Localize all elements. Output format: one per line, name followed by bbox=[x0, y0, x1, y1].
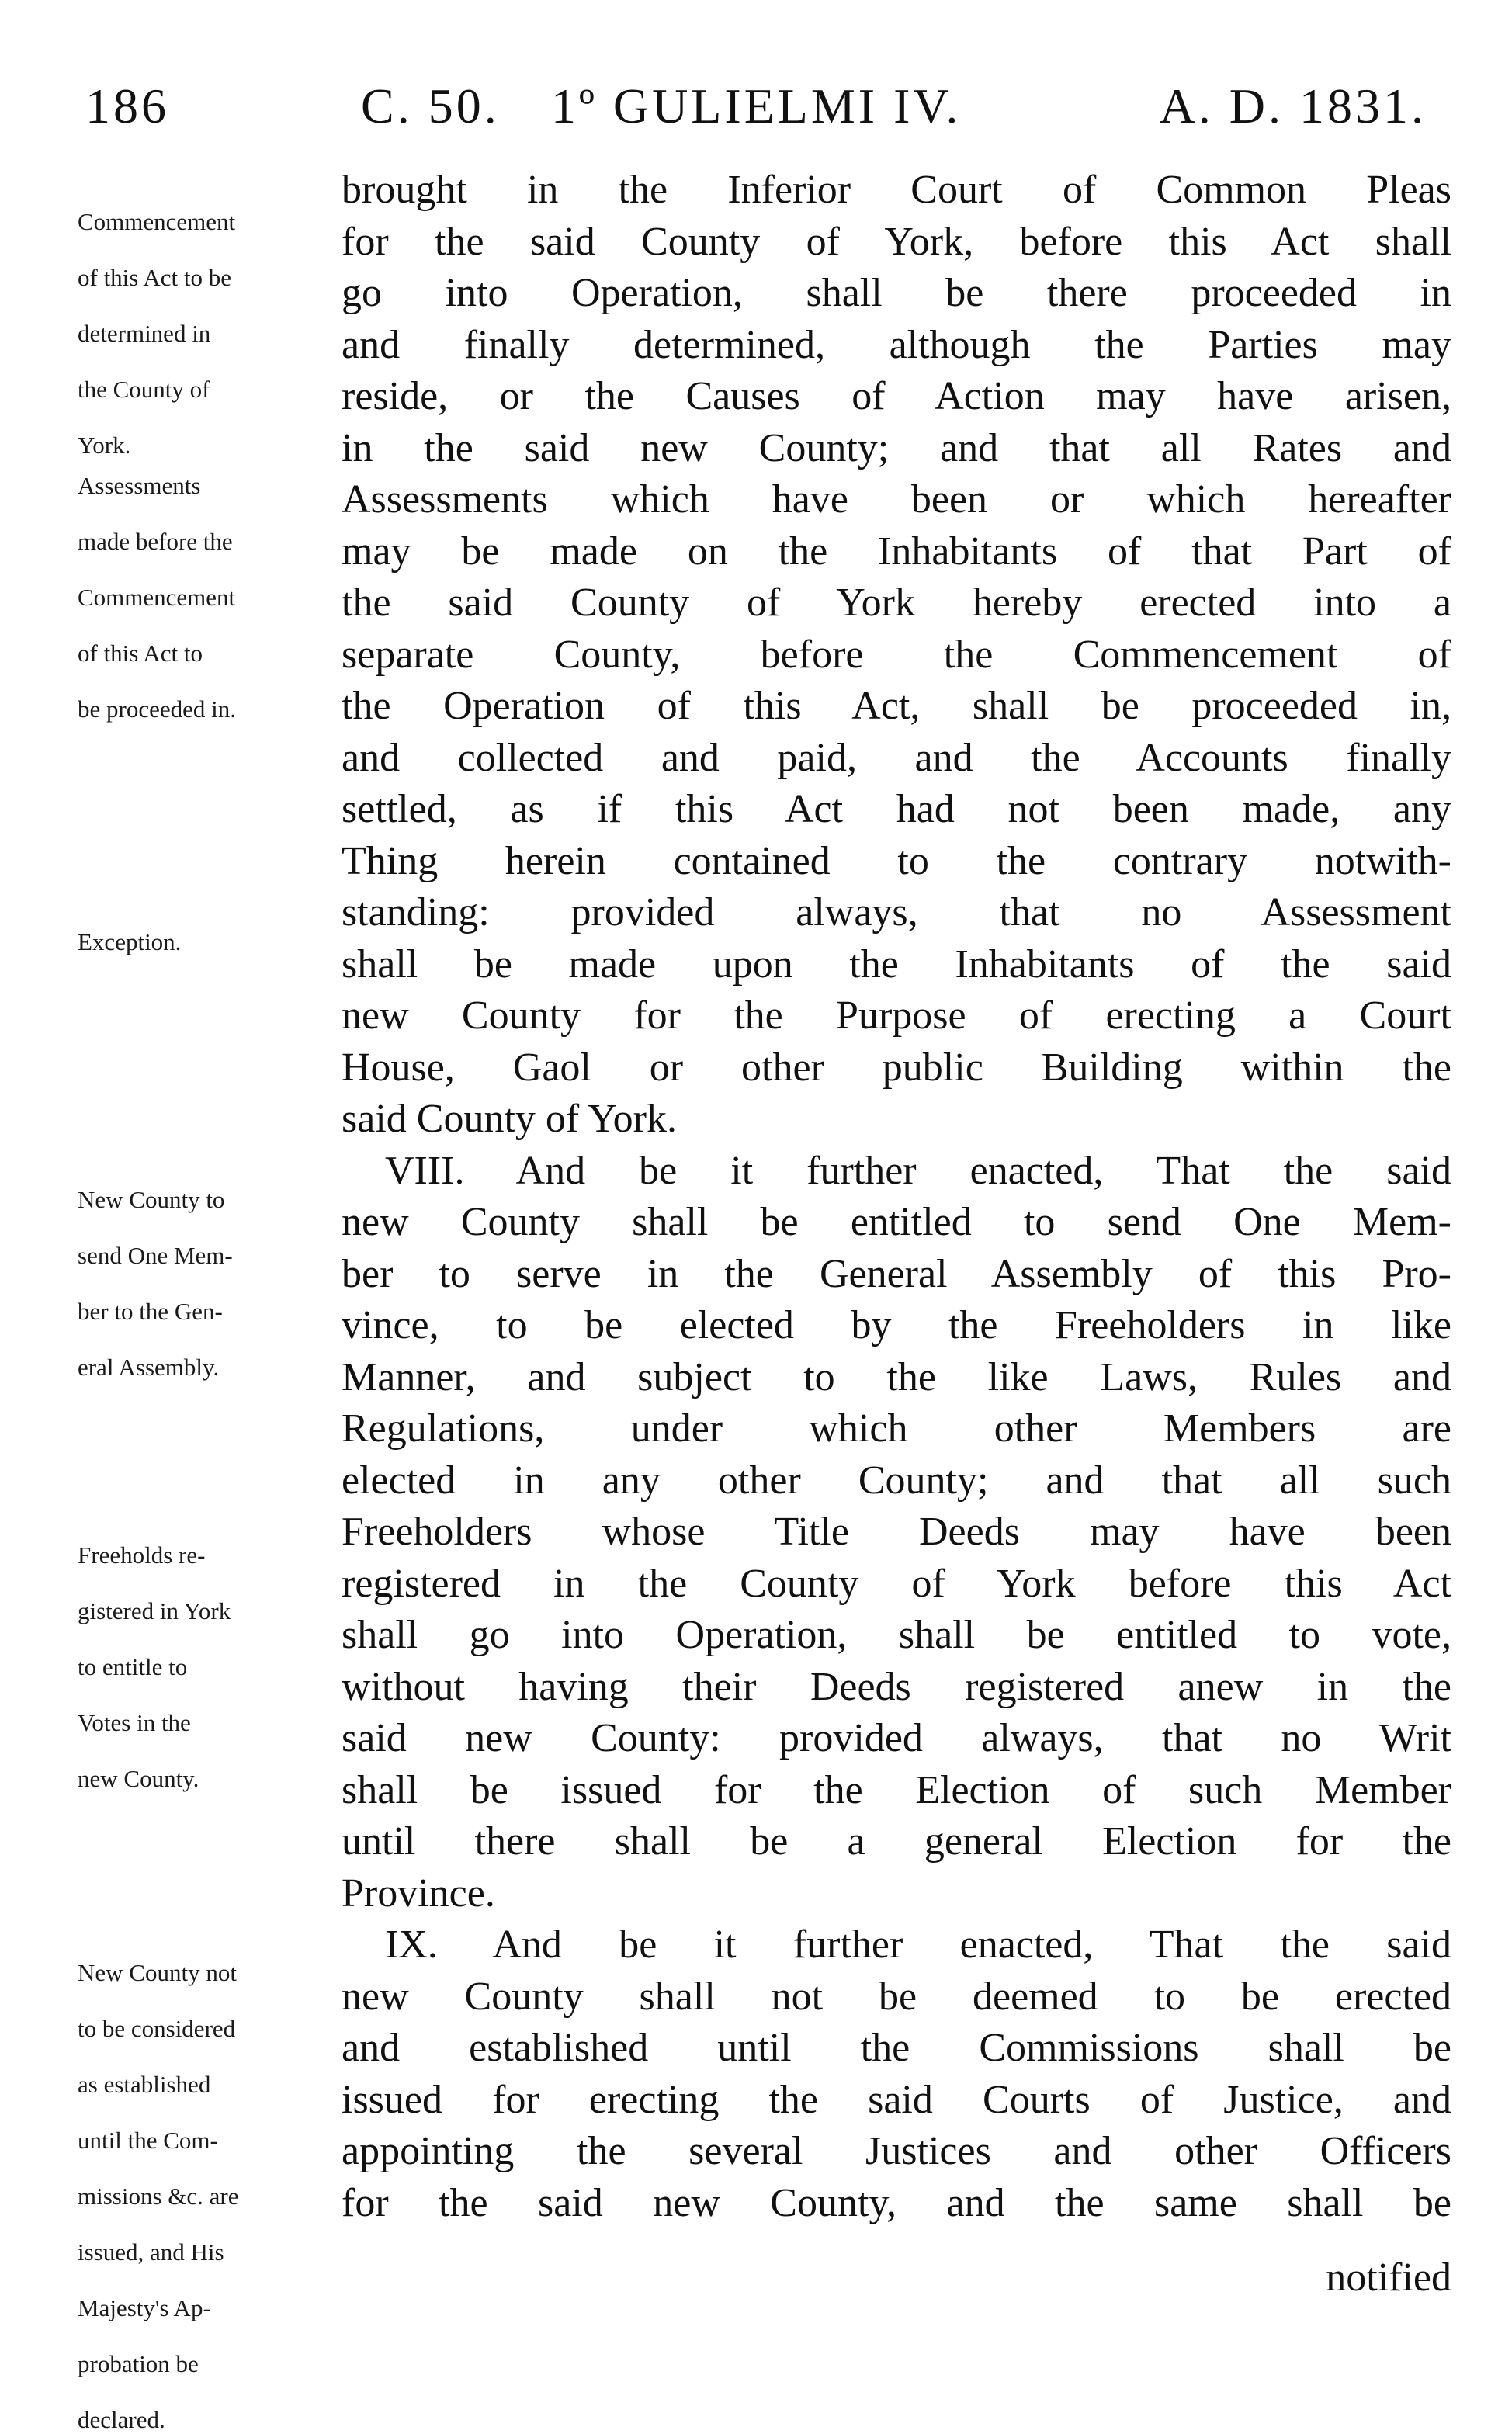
body-line: settled, as if this Act had not been made, any bbox=[342, 787, 1451, 831]
margin-note-line: of this Act to bbox=[78, 640, 203, 667]
section-heading-line: VIII. And be it further enacted, That the said bbox=[385, 1148, 1451, 1193]
margin-note-freeholds bbox=[78, 1513, 365, 1793]
margin-note-line: the County of bbox=[78, 376, 210, 403]
margin-note-line: missions &c. are bbox=[78, 2183, 239, 2210]
body-line: said new County: provided always, that no Writ bbox=[342, 1716, 1451, 1760]
margin-note-line: eral Assembly. bbox=[78, 1354, 220, 1381]
margin-note-line: send One Mem- bbox=[78, 1242, 233, 1269]
body-line: Province. bbox=[342, 1871, 495, 1916]
body-line: Thing herein contained to the contrary notwith- bbox=[342, 838, 1451, 883]
body-line: and finally determined, although the Parties may bbox=[342, 322, 1451, 367]
margin-note-new-county-member bbox=[78, 1158, 365, 1382]
margin-note-new-county-established bbox=[78, 1931, 365, 2434]
body-line: go into Operation, shall be there proceeded in bbox=[342, 271, 1451, 315]
margin-note-line: new County. bbox=[78, 1765, 199, 1792]
margin-note-line: gistered in York bbox=[78, 1597, 231, 1624]
body-line: the said County of York hereby erected into a bbox=[342, 581, 1451, 625]
body-line: for the said County of York, before this Act shall bbox=[342, 219, 1451, 264]
margin-note-line: Commencement bbox=[78, 584, 236, 611]
margin-note-line: probation be bbox=[78, 2350, 199, 2377]
margin-note-line: Commencement bbox=[78, 208, 236, 235]
body-line: the Operation of this Act, shall be proceeded in, bbox=[342, 684, 1451, 728]
body-line: in the said new County; and that all Rates and bbox=[342, 425, 1451, 470]
margin-note-line: to entitle to bbox=[78, 1653, 188, 1680]
margin-note-line: declared. bbox=[78, 2406, 165, 2433]
body-line: new County shall not be deemed to be erected bbox=[342, 1974, 1451, 2019]
margin-note-line: York. bbox=[78, 432, 131, 459]
margin-note-line: Votes in the bbox=[78, 1709, 191, 1736]
body-line: registered in the County of York before this Act bbox=[342, 1561, 1451, 1606]
body-line: brought in the Inferior Court of Common Pleas bbox=[342, 168, 1451, 212]
body-line: shall be issued for the Election of such Member bbox=[342, 1767, 1451, 1812]
body-line: without having their Deeds registered anew in the bbox=[342, 1664, 1451, 1709]
body-line: reside, or the Causes of Action may have arisen, bbox=[342, 374, 1451, 418]
page-number: 186 bbox=[85, 78, 169, 133]
body-line: issued for erecting the said Courts of Justice, and bbox=[342, 2077, 1451, 2122]
margin-note-line: issued, and His bbox=[78, 2238, 224, 2266]
body-line: Regulations, under which other Members are bbox=[342, 1406, 1451, 1451]
margin-note-line: Assessments bbox=[78, 472, 201, 499]
body-line: shall go into Operation, shall be entitled to vote, bbox=[342, 1613, 1451, 1657]
body-line: appointing the several Justices and other Officers bbox=[342, 2129, 1451, 2173]
year: A. D. 1831. bbox=[1159, 78, 1427, 133]
margin-note-line: ber to the Gen- bbox=[78, 1298, 223, 1325]
body-line: and collected and paid, and the Accounts finally bbox=[342, 735, 1451, 780]
body-line: ber to serve in the General Assembly of this Pro- bbox=[342, 1251, 1451, 1296]
chapter-number: C. 50. bbox=[361, 78, 500, 133]
margin-note-exception bbox=[78, 900, 365, 956]
margin-note-line: be proceeded in. bbox=[78, 695, 236, 723]
margin-note-line: to be considered bbox=[78, 2015, 236, 2042]
margin-note-line: of this Act to be bbox=[78, 264, 232, 291]
body-line: standing: provided always, that no Assessment bbox=[342, 890, 1451, 934]
margin-note-assessments bbox=[78, 444, 365, 723]
body-line: shall be made upon the Inhabitants of the said bbox=[342, 941, 1451, 986]
margin-note-line: determined in bbox=[78, 320, 211, 347]
margin-note-line: New County not bbox=[78, 1959, 237, 1986]
body-line: and established until the Commissions shall be bbox=[342, 2026, 1451, 2070]
margin-note-line: New County to bbox=[78, 1186, 225, 1213]
margin-note-line: until the Com- bbox=[78, 2127, 218, 2154]
margin-note-line: Majesty's Ap- bbox=[78, 2294, 211, 2321]
catchword: notified bbox=[1326, 2255, 1451, 2300]
body-line: new County shall be entitled to send One Mem- bbox=[342, 1200, 1451, 1244]
body-line: vince, to be elected by the Freeholders in like bbox=[342, 1303, 1451, 1347]
body-line: may be made on the Inhabitants of that Part of bbox=[342, 529, 1451, 574]
regnal-title: 1º GULIELMI IV. bbox=[551, 78, 962, 133]
body-line: Assessments which have been or which hereafter bbox=[342, 477, 1451, 522]
body-line: for the said new County, and the same shall be bbox=[342, 2180, 1451, 2225]
body-line: House, Gaol or other public Building within the bbox=[342, 1045, 1451, 1090]
body-line: separate County, before the Commencement of bbox=[342, 632, 1451, 677]
margin-note-commencement bbox=[78, 180, 365, 459]
body-line: Freeholders whose Title Deeds may have been bbox=[342, 1510, 1451, 1554]
statute-body bbox=[342, 165, 1451, 2229]
page-header bbox=[85, 78, 1427, 163]
body-line: elected in any other County; and that all such bbox=[342, 1458, 1451, 1503]
body-line: until there shall be a general Election for the bbox=[342, 1819, 1451, 1864]
margin-note-line: as established bbox=[78, 2071, 211, 2098]
body-line: said County of York. bbox=[342, 1097, 677, 1141]
body-line: Manner, and subject to the like Laws, Rules and bbox=[342, 1354, 1451, 1399]
margin-note-line: Exception. bbox=[78, 928, 182, 955]
body-line: new County for the Purpose of erecting a Court bbox=[342, 993, 1451, 1038]
margin-note-line: made before the bbox=[78, 528, 233, 555]
margin-note-line: Freeholds re- bbox=[78, 1541, 206, 1569]
section-heading-line: IX. And be it further enacted, That the said bbox=[385, 1923, 1451, 1967]
